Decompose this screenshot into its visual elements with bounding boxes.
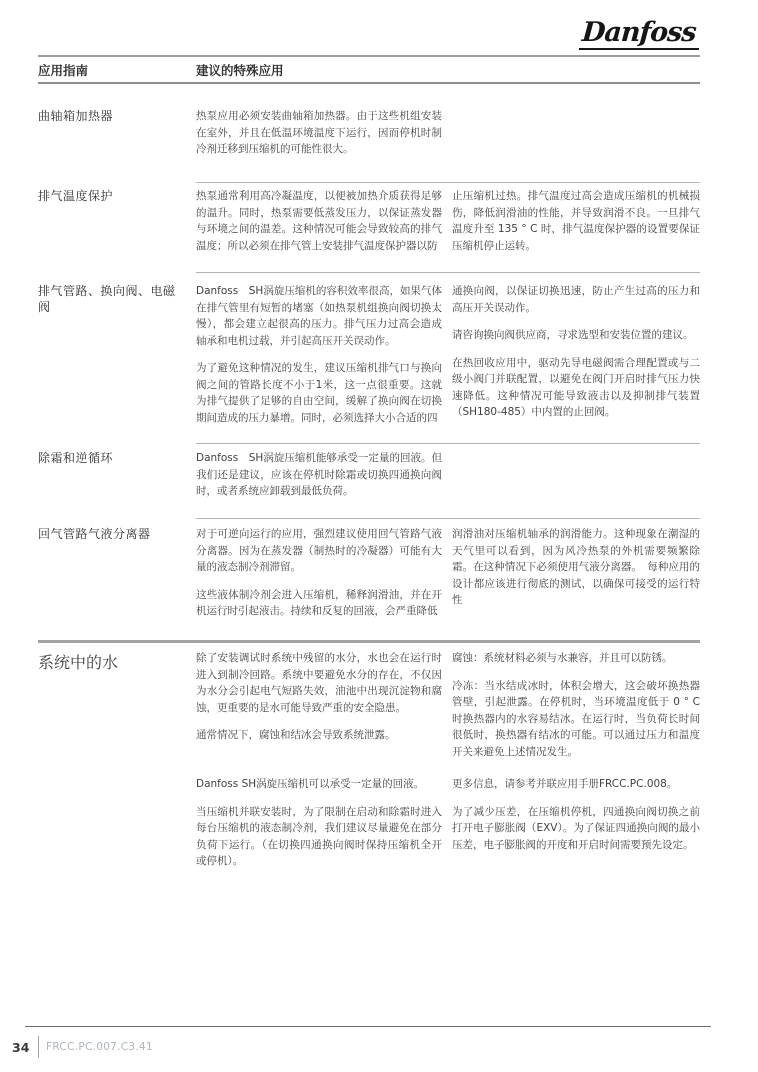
section-water-in-system — [38, 650, 700, 870]
section-body-col1 — [196, 188, 442, 254]
section-label: 回气管路气液分离器 — [38, 527, 151, 541]
section-body-col1 — [196, 108, 442, 158]
page-header — [38, 61, 700, 79]
paragraph: Danfoss SH涡旋压缩机能够承受一定量的回液。但我们还是建议，应该在停机时除霜或切换四通换向阀时，或者系统应卸载到最低负荷。 — [196, 452, 442, 497]
section-body-col1 — [196, 776, 442, 870]
section-body-col1 — [196, 650, 442, 760]
section-label: 排气管路、换向阀、电磁阀 — [38, 284, 176, 314]
section-label: 曲轴箱加热器 — [38, 109, 114, 123]
paragraph: Danfoss SH涡旋压缩机可以承受一定量的回液。 — [196, 778, 425, 790]
paragraph: 请咨询换向阀供应商，寻求选型和安装位置的建议。 — [452, 329, 694, 341]
paragraph: 通换向阀，以保证切换迅速，防止产生过高的压力和高压开关误动作。 — [452, 285, 700, 314]
section-label: 排气温度保护 — [38, 189, 114, 203]
section-divider-thick — [38, 640, 700, 643]
section-discharge-line-valves — [38, 283, 700, 426]
header-rule — [38, 82, 700, 84]
paragraph: 除了安装调试时系统中残留的水分，水也会在运行时进入到制冷回路。系统中要避免水分的存在，不仅因为水分会引起电气短路失效，油池中出现沉淀物和腐蚀，更重要的是水可能导致严重的安全隐患。 — [196, 652, 442, 714]
section-label-spacer — [38, 776, 196, 870]
footer-rule — [25, 1026, 711, 1027]
footer-separator — [38, 1036, 39, 1058]
header-left-title: 应用指南 — [38, 63, 89, 78]
section-body-col1 — [196, 283, 442, 426]
section-crankcase-heater — [38, 108, 700, 158]
section-body-col2 — [452, 650, 700, 760]
paragraph: 当压缩机并联安装时，为了限制在启动和除霜时进入每台压缩机的液态制冷剂，我们建议尽量避免在部分负荷下运行。（在切换四通换向阀时保持压缩机全开或停机）。 — [196, 805, 442, 867]
document-code: FRCC.PC.007.C3.41 — [46, 1041, 154, 1053]
section-divider — [196, 272, 700, 273]
paragraph: 润滑油对压缩机轴承的润滑能力。这种现象在潮湿的天气里可以看到，因为风冷热泵的外机需要频繁除霜。在这种情况下必须使用气液分离器。 每种应用的设计都应该进行彻底的测试，以确保可接受的运行特性 — [452, 528, 700, 606]
section-suction-accumulator — [38, 526, 700, 620]
paragraph: 为了减少压差，在压缩机停机，四通换向阀切换之前打开电子膨胀阀（EXV）。为了保证四通换向阀的最小压差，电子膨胀阀的开度和开启时间需要预先设定。 — [452, 805, 700, 851]
section-label: 除霜和逆循环 — [38, 451, 114, 465]
section-body-col1 — [196, 450, 442, 500]
section-body-col2 — [452, 283, 700, 426]
section-divider — [196, 518, 700, 519]
page-footer — [12, 1036, 153, 1058]
section-body-col2 — [452, 526, 700, 620]
paragraph: 热泵应用必须安装曲轴箱加热器。由于这些机组安装在室外，并且在低温环境温度下运行，因而停机时制冷剂迁移到压缩机的可能性很大。 — [196, 110, 442, 155]
section-body-col2 — [452, 776, 700, 870]
page-number: 34 — [12, 1039, 30, 1055]
paragraph: 止压缩机过热。排气温度过高会造成压缩机的机械损伤，降低润滑油的性能，并导致润滑不良。一旦排气温度升至 135 ° C 时，排气温度保护器的设置要保证压缩机停止运转。 — [452, 190, 700, 252]
paragraph: 冷冻：当水结成冰时，体积会增大，这会破坏换热器管壁，引起泄露。在停机时，当环境温度低于 0 ° C 时换热器内的水容易结冰。在运行时，当负荷长时间很低时，换热器有结冰的可能。可以通过压力和温度开关来避免上述情况发生。 — [452, 679, 700, 758]
paragraph: 这些液体制冷剂会进入压缩机，稀释润滑油，并在开机运行时引起液击。持续和反复的回液，会严重降低 — [196, 588, 442, 617]
top-rule — [38, 55, 700, 57]
section-defrost-reverse-cycle — [38, 450, 700, 500]
section-body-col1 — [196, 526, 442, 620]
paragraph: 通常情况下，腐蚀和结冰会导致系统泄露。 — [196, 729, 396, 741]
section-divider — [196, 443, 700, 444]
section-label: 系统中的水 — [38, 653, 119, 672]
section-body-col2 — [452, 188, 700, 254]
paragraph: 对于可逆向运行的应用，强烈建议使用回气管路气液分离器。因为在蒸发器（制热时的冷凝器）可能有大量的液态制冷剂滞留。 — [196, 528, 442, 573]
header-right-title: 建议的特殊应用 — [196, 63, 284, 78]
paragraph: 热泵通常利用高冷凝温度，以便被加热介质获得足够的温升。同时，热泵需要低蒸发压力，以保证蒸发器与环境之间的温差。这种情况可能会导致较高的排气温度；所以必须在排气管上安装排气温度保护器以防 — [196, 190, 442, 252]
section-discharge-temp-protection — [38, 188, 700, 254]
paragraph: 为了避免这种情况的发生，建议压缩机排气口与换向阀之间的管路长度不小于1米，这一点很重要。这就为排气提供了足够的自由空间，缓解了换向阀在切换期间造成的压力暴增。同时，必须选择大小合适的四 — [196, 362, 442, 424]
section-row — [38, 650, 700, 760]
paragraph: 更多信息，请参考并联应用手册FRCC.PC.008。 — [452, 778, 678, 790]
paragraph: 在热回收应用中，驱动先导电磁阀需合理配置或与二级小阀门并联配置，以避免在阀门开启时排气压力快速降低。这种情况可能导致液击以及抑制排气装置（SH180-485）中内置的止回阀。 — [452, 356, 700, 418]
paragraph: 腐蚀：系统材料必须与水兼容，并且可以防锈。 — [452, 652, 673, 664]
paragraph: Danfoss SH涡旋压缩机的容积效率很高，如果气体在排气管里有短暂的堵塞（如热泵机组换向阀切换太慢），都会建立起很高的压力。排气压力过高会造成轴承和电机过载，并引起高压开关误动作。 — [196, 285, 442, 347]
section-row — [38, 776, 700, 870]
danfoss-logo: Danfoss — [579, 18, 701, 50]
section-divider — [196, 182, 700, 183]
